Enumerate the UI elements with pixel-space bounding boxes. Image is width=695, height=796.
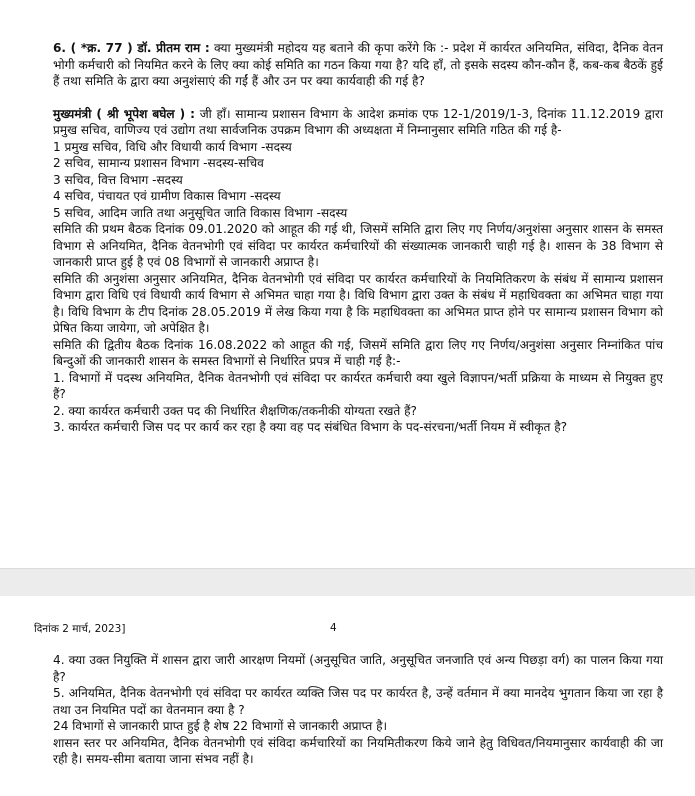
member-item: 2 सचिव, सामान्य प्रशासन विभाग -सदस्य-सचिव bbox=[53, 156, 264, 170]
point-item: 2. क्या कार्यरत कर्मचारी उक्त पद की निर्धारित शैक्षणिक/तकनीकी योग्यता रखते हैं? bbox=[53, 403, 417, 418]
status-line: 24 विभागों से जानकारी प्राप्त हुई है शेष 22 विभागों से जानकारी अप्राप्त है। bbox=[53, 719, 388, 733]
spacer bbox=[53, 90, 663, 106]
point-item: 1. विभागों में पदस्थ अनियमित, दैनिक वेतनभोगी एवं संविदा पर कार्यरत कर्मचारी क्या खुले विज्ञापन/भर्ती प्रक्रिया के माध्यम से नियुक्त हुए हैं? bbox=[53, 370, 663, 401]
member-item: 1 प्रमुख सचिव, विधि और विधायी कार्य विभाग -सदस्य bbox=[53, 139, 292, 154]
point-item: 4. क्या उक्त नियुक्ति में शासन द्वारा जारी आरक्षण नियमों (अनुसूचित जाति, अनुसूचित जनजाति एवं अन्य पिछड़ा वर्ग) का पालन किया गया है? bbox=[53, 653, 663, 684]
question-label: 6. ( *क्र. 77 ) डॉ. प्रीतम राम : bbox=[53, 41, 210, 55]
body-paragraph: समिति की द्वितीय बैठक दिनांक 16.08.2022 को आहूत की गई, जिसमें समिति द्वारा लिए गए निर्णय/अनुशंसा अनुसार निम्नांकित पांच बिन्दुओं की जानकारी शासन के समस्त विभागों से निर्धारित प्रपत्र में चाही गई है:- bbox=[53, 337, 663, 368]
page-1-content bbox=[53, 40, 663, 436]
page-header-date: दिनांक 2 मार्च, 2023] bbox=[34, 623, 126, 635]
document-page-2 bbox=[0, 596, 695, 796]
closing-paragraph: शासन स्तर पर अनियमित, दैनिक वेतनभोगी एवं संविदा कर्मचारियों का नियमितीकरण किये जाने हेतु विधिवत/नियमानुसार कार्यवाही की जा रही है। समय-सीमा बताया जाना संभव नहीं है। bbox=[53, 735, 663, 766]
body-paragraph: समिति की प्रथम बैठक दिनांक 09.01.2020 को आहूत की गई थी, जिसमें समिति द्वारा लिए गए निर्णय/अनुशंसा अनुसार शासन के समस्त विभाग से अनियमित, दैनिक वेतनभोगी एवं संविदा पर कार्यरत कर्मचारियों की संख्यात्मक जानकारी चाही गई है। शासन के 38 विभाग से जानकारी प्राप्त हुई है एवं 08 विभागों से जानकारी अप्राप्त है। bbox=[53, 222, 663, 269]
page-2-content bbox=[53, 652, 663, 768]
point-item: 3. कार्यरत कर्मचारी जिस पद पर कार्य कर रहा है क्या वह पद संबंधित विभाग के पद-संरचना/भर्ती नियम में स्वीकृत है? bbox=[53, 420, 568, 434]
member-item: 3 सचिव, वित्त विभाग -सदस्य bbox=[53, 172, 183, 187]
answer-intro: जी हाँ। सामान्य प्रशासन विभाग के आदेश क्रमांक एफ 12-1/2019/1-3, दिनांक 11.12.2019 द्वारा प्रमुख सचिव, वाणिज्य एवं उद्योग तथा सार्वजनिक उपक्रम विभाग की अध्यक्षता में निम्नानुसार समिति गठित की गई है- bbox=[53, 106, 663, 137]
point-item: 5. अनियमित, दैनिक वेतनभोगी एवं संविदा पर कार्यरत व्यक्ति जिस पद पर कार्यरत है, उन्हें वर्तमान में क्या मानदेय भुगतान किया जा रहा है तथा उन नियमित पदों का वेतनमान क्या है ? bbox=[53, 686, 663, 717]
answer-paragraph bbox=[53, 106, 663, 139]
page-break bbox=[0, 568, 695, 598]
question-paragraph bbox=[53, 40, 663, 90]
member-item: 4 सचिव, पंचायत एवं ग्रामीण विकास विभाग -सदस्य bbox=[53, 189, 281, 203]
body-paragraph: समिति की अनुशंसा अनुसार अनियमित, दैनिक वेतनभोगी एवं संविदा पर कार्यरत कर्मचारियों के नियमितिकरण के संबंध में सामान्य प्रशासन विभाग द्वारा विधि एवं विधायी कार्य विभाग से अभिमत चाहा गया है। विधि विभाग द्वारा उक्त के संबंध में महाधिवक्ता का अभिमत चाहा गया है। विधि विभाग के टीप दिनांक 28.05.2019 में लेख किया गया है कि महाधिवक्ता का अभिमत प्राप्त होने पर सामान्य प्रशासन विभाग को प्रेषित किया जायेगा, जो अपेक्षित है। bbox=[53, 271, 663, 335]
answer-label: मुख्यमंत्री ( श्री भूपेश बघेल ) : bbox=[53, 106, 196, 121]
question-text: क्या मुख्यमंत्री महोदय यह बताने की कृपा करेंगे कि :- प्रदेश में कार्यरत अनियमित, संविदा, दैनिक वेतन भोगी कर्मचारी को नियमित करने के लिए क्या कोई समिति का गठन किया गया है? यदि हाँ, तो इसके सदस्य कौन-कौन हैं, कब-कब बैठकें हुई हैं तथा समिति के द्वारा क्या अनुशंसाएं की गईं हैं और उन पर क्या कार्यवाही की गई है? bbox=[53, 41, 663, 88]
page-number: 4 bbox=[330, 622, 337, 634]
member-item: 5 सचिव, आदिम जाति तथा अनुसूचित जाति विकास विभाग -सदस्य bbox=[53, 205, 348, 220]
